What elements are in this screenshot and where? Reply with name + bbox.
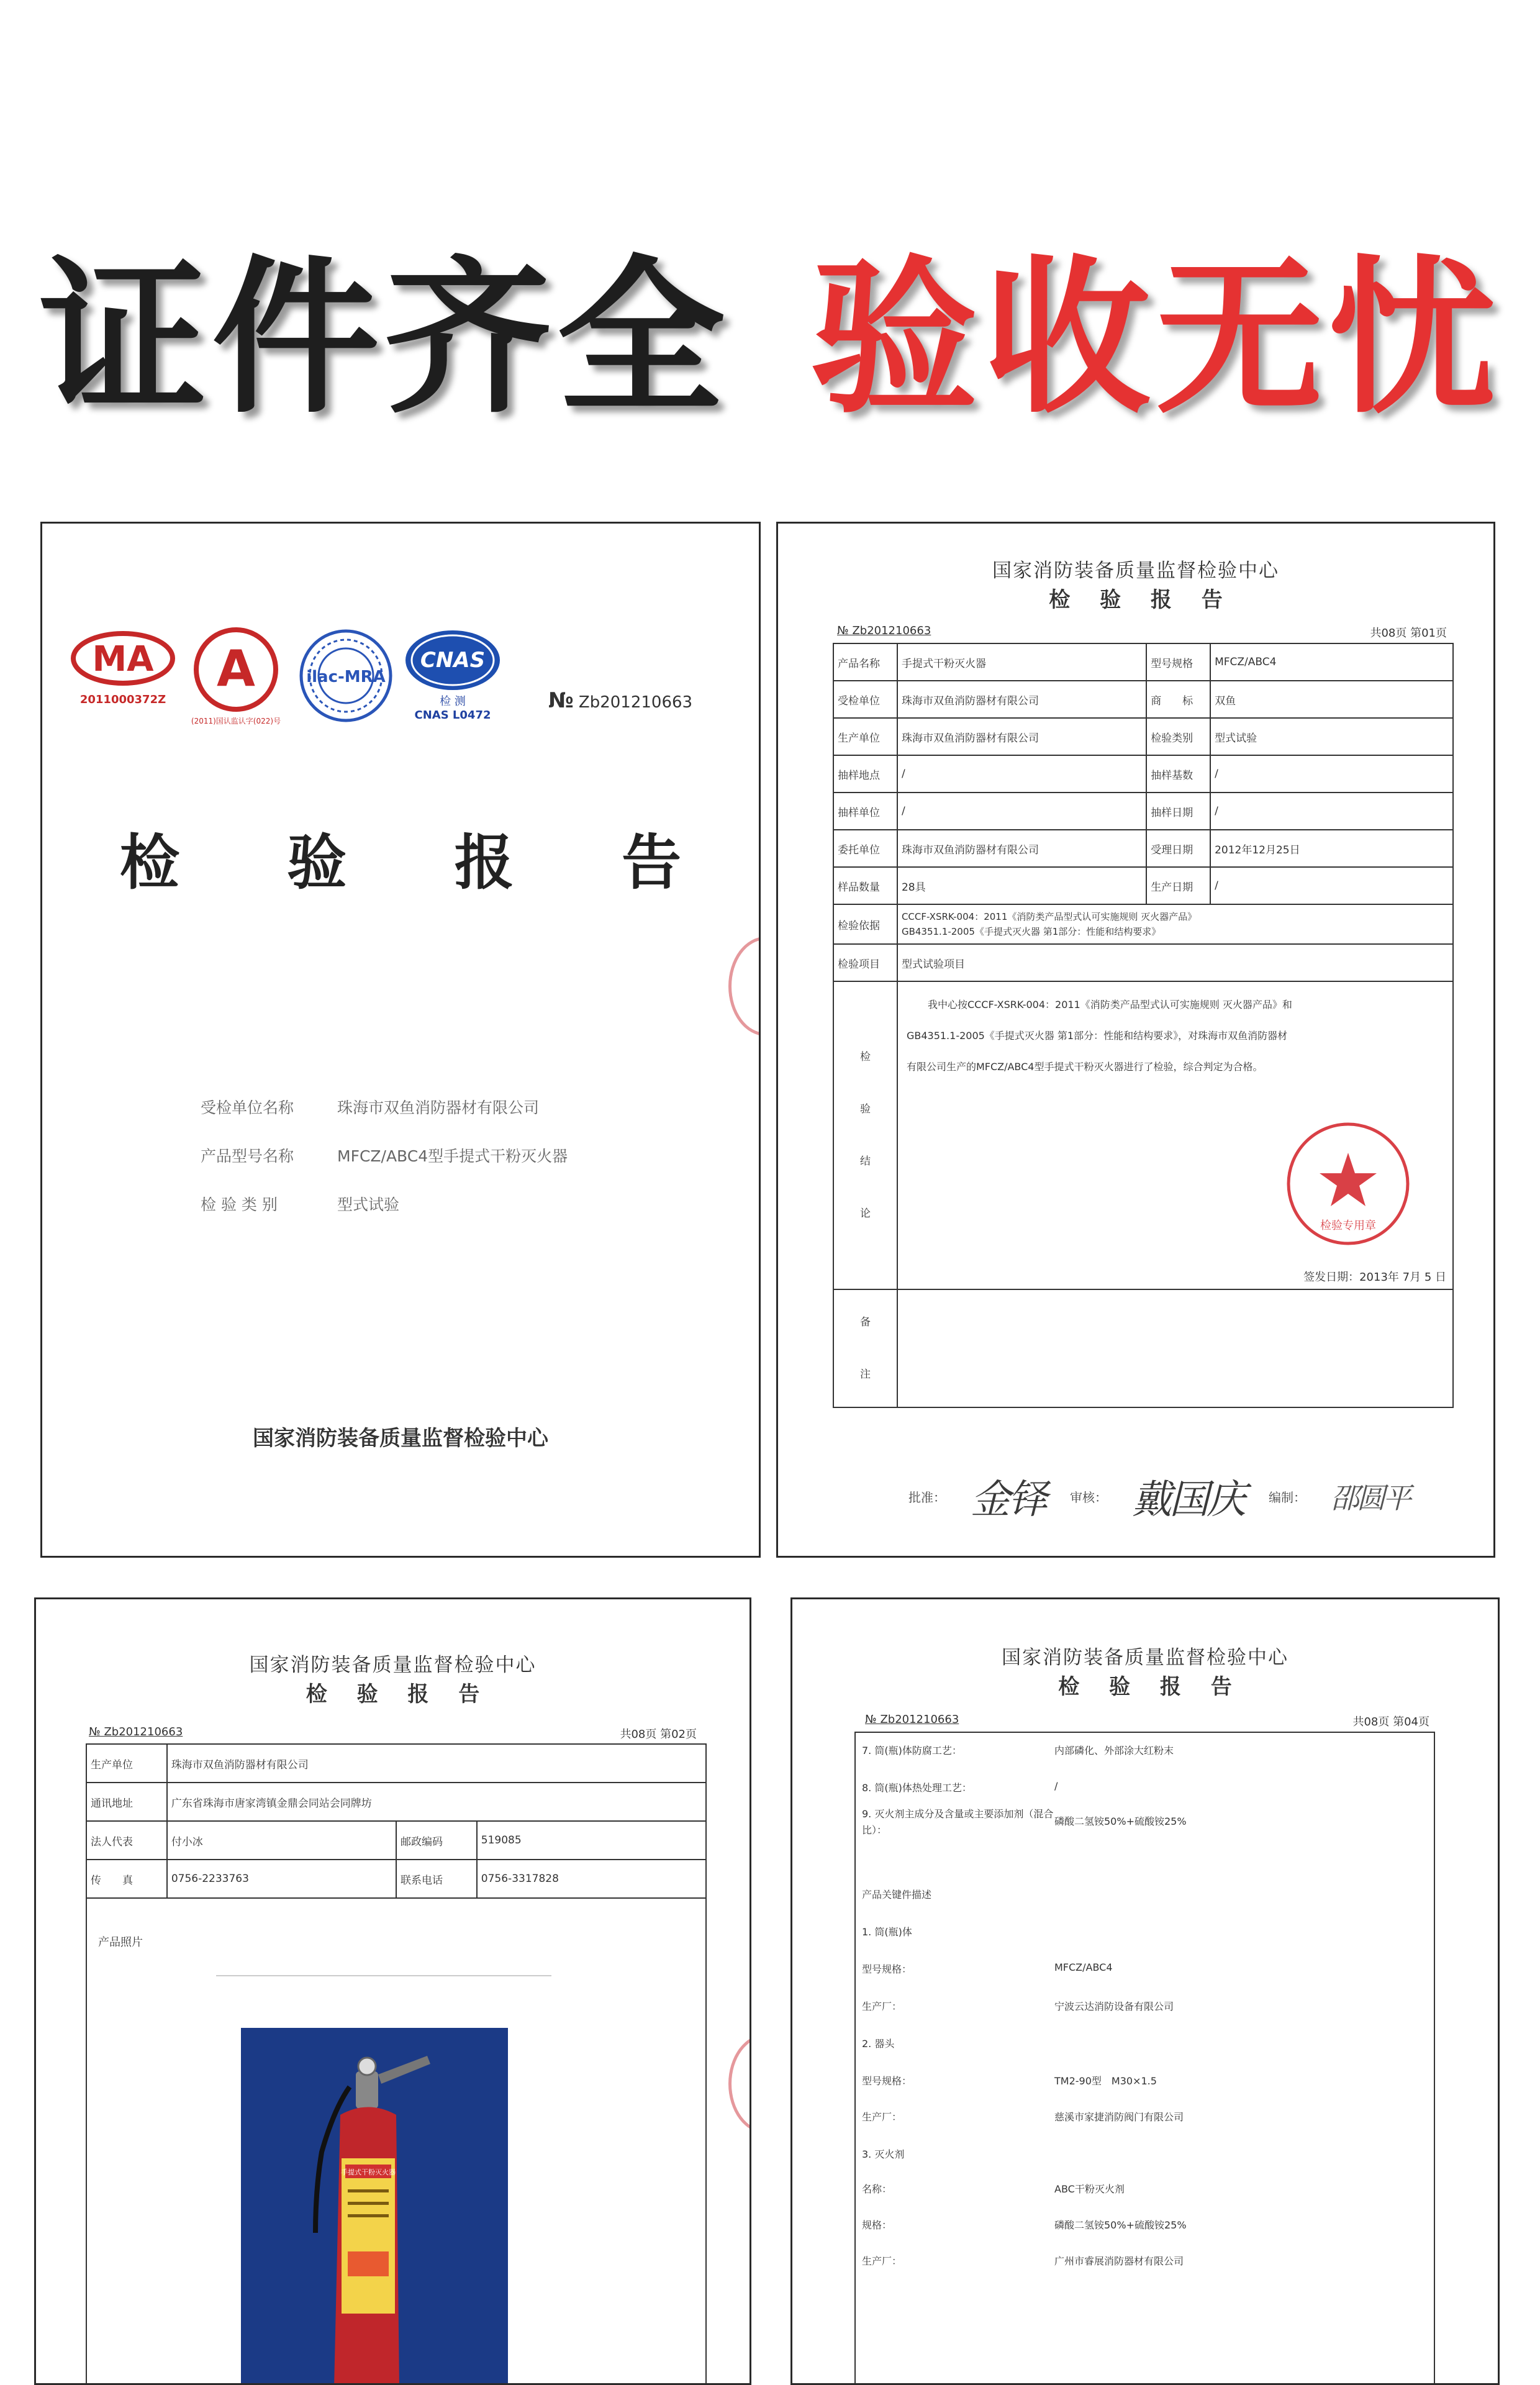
item-value: MFCZ/ABC4	[1054, 1961, 1113, 1973]
cell-value: 型式试验	[1210, 718, 1453, 755]
seal-fragment	[728, 2034, 751, 2133]
list-item	[862, 1887, 1054, 1901]
item-value: /	[1054, 1780, 1058, 1792]
photo-label: 产品照片	[98, 1936, 143, 1949]
cell-value: 2012年12月25日	[1210, 830, 1453, 867]
item-key: 名称：	[862, 2183, 892, 2195]
cell-label: 生产日期	[1146, 867, 1210, 904]
field-label: 检 验 类 别	[201, 1196, 278, 1214]
cell-label: 生产单位	[86, 1744, 167, 1783]
page-meta	[837, 624, 1447, 640]
extinguisher-label: 手提式干粉灭火器	[341, 2168, 396, 2176]
cover-field	[201, 1179, 568, 1228]
report-cover	[40, 522, 761, 1558]
item-key: 9. 灭火剂主成分及含量或主要添加剂（混合比）：	[862, 1808, 1054, 1836]
cal-logo-text: A	[217, 640, 255, 697]
remarks-label: 备 注	[833, 1289, 897, 1407]
approve-label: 批准：	[908, 1489, 946, 1505]
cell-value: 519085	[477, 1821, 706, 1860]
table-row	[86, 1821, 706, 1860]
component-list	[854, 1732, 1435, 2385]
cell-label: 受检单位	[833, 681, 897, 718]
item-value: 广州市睿展消防器材有限公司	[1054, 2255, 1184, 2267]
photo-divider	[216, 1975, 551, 1976]
cell-value: /	[897, 793, 1146, 830]
fire-extinguisher-icon	[241, 2028, 508, 2385]
review-label: 审核：	[1070, 1489, 1107, 1505]
basis-line: CCCF-XSRK-004：2011《消防类产品型式认可实施规则 灭火器产品》	[901, 911, 1197, 922]
center-name: 国家消防装备质量监督检验中心	[992, 560, 1279, 582]
cell-label: 产品名称	[833, 643, 897, 681]
item-value: TM2-90型 M30×1.5	[1054, 2075, 1157, 2087]
table-row	[833, 867, 1453, 904]
cell-value: 珠海市双鱼消防器材有限公司	[897, 830, 1146, 867]
page-meta	[865, 1713, 1429, 1729]
list-item	[862, 1924, 1054, 1938]
headline-black: 证件齐全	[39, 240, 730, 436]
item-key: 型号规格：	[862, 1963, 912, 1975]
list-item	[862, 1780, 1058, 1794]
page-counter: 共08页 第02页	[620, 1728, 697, 1741]
report-page-2	[34, 1597, 751, 2385]
table-row	[86, 1860, 706, 1898]
conclusion-line: GB4351.1-2005《手提式灭火器 第1部分：性能和结构要求》，对珠海市双鱼消防器材	[906, 1030, 1288, 1042]
cell-label: 抽样单位	[833, 793, 897, 830]
remarks-row	[833, 1289, 1453, 1407]
cell-value: 付小冰	[167, 1821, 396, 1860]
item-key: 2. 器头	[862, 2038, 895, 2050]
cnas-sub: 检 测	[440, 695, 466, 708]
cell-value: 双鱼	[1210, 681, 1453, 718]
table-row	[833, 793, 1453, 830]
cma-logo-text: MA	[92, 639, 154, 679]
item-key: 1. 筒(瓶)体	[862, 1926, 912, 1938]
cell-value: /	[1210, 867, 1453, 904]
approve-signature: 金铎	[971, 1477, 1045, 1523]
cell-value: 广东省珠海市唐家湾镇金鼎会同站会同牌坊	[167, 1783, 706, 1821]
cell-label: 法人代表	[86, 1821, 167, 1860]
table-row	[86, 1783, 706, 1821]
cover-field	[201, 1131, 568, 1179]
headline	[0, 236, 1540, 441]
cover-field	[201, 1083, 568, 1131]
cell-label: 抽样基数	[1146, 755, 1210, 793]
report-number: № Zb201210663	[89, 1725, 183, 1738]
cell-label: 商 标	[1146, 681, 1210, 718]
cell-label: 检验类别	[1146, 718, 1210, 755]
list-item	[862, 1999, 1174, 2013]
cover-title: 检 验 报 告	[119, 828, 725, 897]
cell-value: 型式试验项目	[897, 944, 1453, 981]
cell-label: 样品数量	[833, 867, 897, 904]
list-item	[862, 2073, 1157, 2087]
table-row	[833, 681, 1453, 718]
item-key: 生产厂：	[862, 2001, 902, 2012]
cell-value: /	[1210, 793, 1453, 830]
item-key: 3. 灭火剂	[862, 2148, 905, 2160]
ilac-logo-text: ilac-MRA	[306, 668, 386, 686]
report-page-1	[776, 522, 1495, 1558]
conclusion-line: 有限公司生产的MFCZ/ABC4型手提式干粉灭火器进行了检验，综合判定为合格。	[906, 1061, 1263, 1073]
field-value: 型式试验	[337, 1196, 400, 1214]
cell-value: MFCZ/ABC4	[1210, 643, 1453, 681]
item-key: 7. 筒(瓶)体防腐工艺：	[862, 1745, 962, 1756]
headline-red: 验收无忧	[810, 240, 1501, 436]
cma-number: 2011000372Z	[79, 693, 166, 706]
cell-value: 0756-3317828	[477, 1860, 706, 1898]
cell-value: 手提式干粉灭火器	[897, 643, 1146, 681]
item-value: 磷酸二氢铵50%+硫酸铵25%	[1054, 1815, 1187, 1827]
list-item	[862, 1743, 1174, 1757]
cell-label: 抽样日期	[1146, 793, 1210, 830]
report-number: № Zb201210663	[837, 624, 931, 637]
conclusion-label: 检 验 结 论	[833, 981, 897, 1289]
conclusion-row	[833, 981, 1453, 1289]
item-key: 生产厂：	[862, 2255, 902, 2267]
cover-footer: 国家消防装备质量监督检验中心	[253, 1426, 548, 1451]
cell-value: /	[1210, 755, 1453, 793]
center-name: 国家消防装备质量监督检验中心	[1002, 1647, 1289, 1669]
table-row	[86, 1744, 706, 1783]
cover-fields	[201, 1083, 568, 1228]
report-number-value: Zb201210663	[578, 693, 693, 712]
list-item	[862, 2109, 1184, 2124]
list-item	[862, 2217, 1187, 2232]
item-value: ABC干粉灭火剂	[1054, 2183, 1125, 2195]
item-value: 宁波云达消防设备有限公司	[1054, 2001, 1174, 2012]
item-value: 内部磷化、外部涂大红粉末	[1054, 1745, 1174, 1756]
company-table	[86, 1743, 707, 1899]
list-item	[862, 1806, 1187, 1838]
review-signature: 戴国庆	[1132, 1477, 1244, 1523]
cell-value: 28具	[897, 867, 1146, 904]
report-number: № Zb201210663	[865, 1713, 959, 1726]
seal-text: 检验专用章	[1320, 1219, 1376, 1232]
conclusion-line: 我中心按CCCF-XSRK-004：2011《消防类产品型式认可实施规则 灭火器产品》和	[927, 999, 1292, 1011]
item-key: 型号规格：	[862, 2075, 912, 2087]
page-meta	[89, 1725, 697, 1742]
table-row	[833, 904, 1453, 944]
inspection-table	[833, 643, 1454, 1408]
inspection-seal	[1283, 1119, 1413, 1249]
cell-label: 型号规格	[1146, 643, 1210, 681]
field-value: 珠海市双鱼消防器材有限公司	[337, 1099, 540, 1117]
list-item	[862, 2253, 1184, 2268]
sign-date: 签发日期：2013年 7月 5 日	[1303, 1271, 1446, 1284]
remarks-cell	[897, 1289, 1453, 1407]
report-title: 检 验 报 告	[1058, 1674, 1243, 1699]
seal-fragment	[728, 937, 761, 1036]
cell-label: 抽样地点	[833, 755, 897, 793]
cell-label: 传 真	[86, 1860, 167, 1898]
basis-line: GB4351.1-2005《手提式灭火器 第1部分：性能和结构要求》	[901, 926, 1161, 937]
cnas-logo-text: CNAS	[420, 648, 486, 673]
center-name: 国家消防装备质量监督检验中心	[249, 1654, 537, 1676]
cell-label: 生产单位	[833, 718, 897, 755]
cell-value: 0756-2233763	[167, 1860, 396, 1898]
field-value: MFCZ/ABC4型手提式干粉灭火器	[337, 1147, 568, 1165]
cell-label: 检验依据	[833, 904, 897, 944]
cell-value: 珠海市双鱼消防器材有限公司	[897, 718, 1146, 755]
table-row	[833, 944, 1453, 981]
table-row	[833, 755, 1453, 793]
basis-cell	[897, 904, 1453, 944]
cell-value: 珠海市双鱼消防器材有限公司	[897, 681, 1146, 718]
cell-label: 受理日期	[1146, 830, 1210, 867]
table-row	[833, 830, 1453, 867]
cell-label: 邮政编码	[396, 1821, 477, 1860]
list-item	[862, 1961, 1113, 1976]
cell-label: 检验项目	[833, 944, 897, 981]
page-counter: 共08页 第04页	[1352, 1715, 1429, 1729]
field-label: 受检单位名称	[201, 1099, 294, 1117]
list-item	[862, 2036, 1054, 2050]
item-key: 规格：	[862, 2219, 892, 2231]
list-item	[862, 2146, 1054, 2161]
report-title: 检 验 报 告	[1049, 588, 1234, 612]
signature-line	[908, 1468, 1409, 1525]
table-row	[833, 718, 1453, 755]
edit-signature: 邵圆平	[1331, 1481, 1409, 1515]
cal-number: (2011)国认监认字(022)号	[191, 717, 281, 725]
cell-label: 通讯地址	[86, 1783, 167, 1821]
cnas-logo	[403, 626, 502, 722]
field-label: 产品型号名称	[201, 1147, 294, 1165]
cell-label: 联系电话	[396, 1860, 477, 1898]
report-number	[548, 688, 692, 713]
cell-label: 委托单位	[833, 830, 897, 867]
conclusion-cell	[897, 981, 1453, 1289]
page-header	[792, 1642, 1498, 1700]
item-key: 生产厂：	[862, 2111, 902, 2123]
edit-label: 编制：	[1269, 1489, 1306, 1505]
ilac-mra-logo	[296, 626, 396, 725]
certification-logos	[70, 626, 502, 726]
cal-logo	[183, 626, 289, 726]
report-page-4	[790, 1597, 1500, 2385]
list-item	[862, 2181, 1125, 2196]
cma-logo	[70, 626, 176, 706]
cell-value: 珠海市双鱼消防器材有限公司	[167, 1744, 706, 1783]
item-key: 产品关键件描述	[862, 1889, 932, 1901]
number-sign: №	[548, 688, 574, 713]
table-row	[833, 643, 1453, 681]
cnas-number: CNAS L0472	[414, 709, 491, 722]
page-header	[778, 555, 1493, 613]
page-header	[36, 1649, 750, 1707]
photo-frame-left	[86, 1897, 87, 2385]
report-title: 检 验 报 告	[306, 1682, 491, 1707]
item-value: 慈溪市家捷消防阀门有限公司	[1054, 2111, 1184, 2123]
page-counter: 共08页 第01页	[1370, 627, 1447, 640]
product-photo	[241, 2028, 508, 2385]
cell-value: /	[897, 755, 1146, 793]
item-value: 磷酸二氢铵50%+硫酸铵25%	[1054, 2219, 1187, 2231]
item-key: 8. 筒(瓶)体热处理工艺：	[862, 1782, 972, 1794]
photo-frame-right	[705, 1897, 707, 2385]
